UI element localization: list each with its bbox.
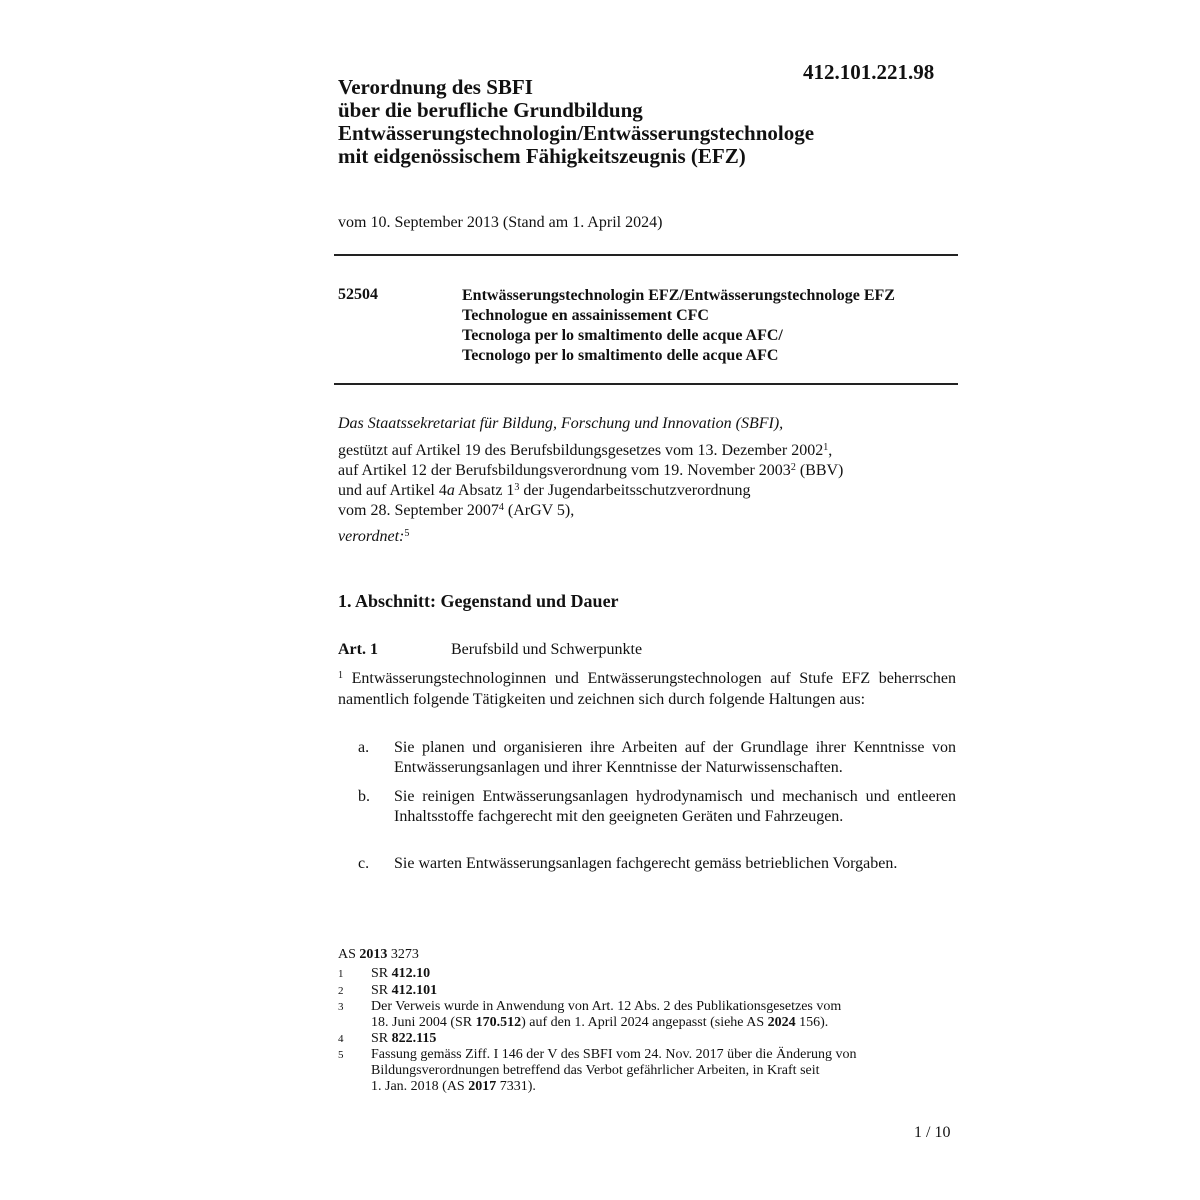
list-item-letter: c. bbox=[358, 855, 370, 872]
legal-basis-line: vom 28. September 2007$^4$ (ArGV 5), bbox=[338, 502, 575, 519]
title-line: über die berufliche Grundbildung bbox=[338, 98, 643, 122]
footnote-ref[interactable]: 1 bbox=[823, 442, 829, 453]
article-title: Berufsbild und Schwerpunkte bbox=[451, 641, 643, 658]
profession-name-it-m: Tecnologo per lo smaltimento delle acque AFC bbox=[462, 347, 779, 364]
profession-code: 52504 bbox=[338, 286, 378, 303]
list-item-letter: a. bbox=[358, 739, 370, 756]
footnote-number: 2 bbox=[338, 985, 344, 997]
document-title bbox=[338, 76, 814, 168]
top-divider bbox=[334, 254, 958, 256]
footnote-ref[interactable]: 3 bbox=[514, 482, 520, 493]
footnote-4: 4 SR 822.115 bbox=[338, 1031, 437, 1046]
footnote-number: 5 bbox=[338, 1049, 344, 1061]
list-item-text: Sie warten Entwässerungsanlagen fachgerecht gemäss betrieblichen Vorgaben. bbox=[394, 855, 898, 872]
title-line: Entwässerungstechnologin/Entwässerungstechnologe bbox=[338, 121, 815, 145]
document-date: vom 10. September 2013 (Stand am 1. April 2024) bbox=[338, 214, 663, 231]
legal-basis-line: auf Artikel 12 der Berufsbildungsverordnung vom 19. November 2003$^2$ (BBV) bbox=[338, 462, 844, 479]
footnote-ref[interactable]: 2 bbox=[790, 462, 796, 473]
legal-basis-line: und auf Artikel 4a Absatz $1^3$ der Jugendarbeitsschutzverordnung bbox=[338, 482, 751, 499]
footnote-5: 5 Fassung gemäss Ziff. I 146 der V des SBFI vom 24. Nov. 2017 über die Änderung von Bildungsverordnungen betreffend das Verbot gefährlicher Arbeiten, in Kraft seit 1. Jan. 2018 (AS 2017 7331). bbox=[338, 1047, 857, 1094]
bottom-divider bbox=[334, 383, 958, 385]
article-paragraph: $^1$ Entwässerungstechnologinnen und Entwässerungstechnologen auf Stufe EFZ beherrschen namentlich folgende Tätigkeiten und zeichnen sich durch folgende Haltungen aus: bbox=[338, 670, 956, 708]
list-item-text: Sie reinigen Entwässerungsanlagen hydrodynamisch und mechanisch und entleeren Inhaltsstoffe fachgerecht mit den geeigneten Geräten und Fahrzeugen. bbox=[394, 788, 956, 825]
list-item-letter: b. bbox=[358, 788, 370, 805]
footnote-2: 2 SR 412.101 bbox=[338, 983, 438, 998]
list-item-text: Sie planen und organisieren ihre Arbeiten auf der Grundlage ihrer Kenntnisse von Entwässerungsanlagen und ihrer Kenntnisse der Naturwissenschaften. bbox=[394, 739, 956, 776]
footnote-number: 4 bbox=[338, 1033, 344, 1045]
section-heading: 1. Abschnitt: Gegenstand und Dauer bbox=[338, 591, 619, 611]
profession-name-it-f: Tecnologa per lo smaltimento delle acque AFC/ bbox=[462, 327, 783, 344]
footnote-3: 3 Der Verweis wurde in Anwendung von Art. 12 Abs. 2 des Publikationsgesetzes vom 18. Juni 2004 (SR 170.512) auf den 1. April 2024 angepasst (siehe AS 2024 156). bbox=[338, 999, 842, 1030]
article-number: Art. 1 bbox=[338, 641, 378, 658]
page-number: 1 / 10 bbox=[914, 1124, 951, 1141]
legal-basis-line: gestützt auf Artikel 19 des Berufsbildungsgesetzes vom 13. Dezember 2002$^1$, bbox=[338, 442, 833, 459]
title-line: Verordnung des SBFI bbox=[338, 75, 533, 99]
official-compilation-ref: AS 2013 3273 bbox=[338, 947, 419, 962]
footnote-ref[interactable]: 4 bbox=[498, 502, 504, 513]
legal-basis bbox=[338, 441, 843, 521]
profession-name-fr: Technologue en assainissement CFC bbox=[462, 307, 709, 324]
profession-names bbox=[462, 286, 895, 366]
footnote-number: 3 bbox=[338, 1001, 344, 1013]
footnote-ref[interactable]: 5 bbox=[404, 528, 410, 539]
title-line: mit eidgenössischem Fähigkeitszeugnis (EFZ) bbox=[338, 144, 746, 168]
paragraph-number: 1 bbox=[338, 670, 343, 681]
enactment-clause: verordnet:$^5$ bbox=[338, 528, 410, 545]
issuing-authority: Das Staatssekretariat für Bildung, Forschung und Innovation (SBFI), bbox=[338, 415, 784, 432]
footnote-1: 1 SR 412.10 bbox=[338, 966, 431, 981]
footnote-number: 1 bbox=[338, 968, 344, 980]
profession-name-de: Entwässerungstechnologin EFZ/Entwässerungstechnologe EFZ bbox=[462, 287, 895, 304]
sr-number: 412.101.221.98 bbox=[803, 60, 935, 84]
